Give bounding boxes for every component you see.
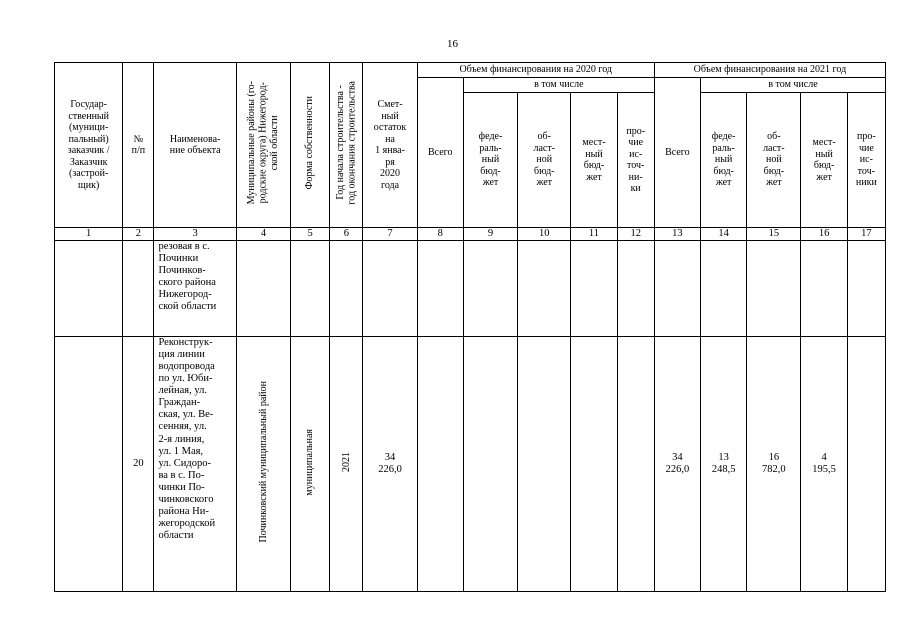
cell-object-name: Реконструк- ция линии водопровода по ул. Юби- лейная, ул. Граждан- ская, ул. Ве- сенняя, ул. 2-я линия, ул. 1 Мая, ул. Сидоро- ва в с. По- чинки По- чинковского района Ни- жегородской области — [154, 337, 236, 592]
cell-2020-federal — [463, 241, 517, 337]
cell-2021-federal: 13 248,5 — [701, 337, 747, 592]
cell-years — [330, 241, 363, 337]
cell-2020-total — [417, 337, 463, 592]
header-federal-2020: феде- раль- ный бюд- жет — [463, 93, 517, 228]
cell-2020-federal — [463, 337, 517, 592]
cell-2021-local — [801, 241, 847, 337]
column-number: 8 — [417, 228, 463, 241]
cell-years: 2021 — [330, 337, 363, 592]
cell-estimate-rest: 34 226,0 — [363, 337, 417, 592]
column-number: 9 — [463, 228, 517, 241]
cell-2020-total — [417, 241, 463, 337]
header-financing-2021: Объем финансирования на 2021 год — [654, 63, 885, 78]
column-number: 7 — [363, 228, 417, 241]
header-customer: Государ- ственный (муници- пальный) заказчик / Заказчик (застрой- щик) — [55, 63, 123, 228]
cell-2020-other — [617, 241, 654, 337]
cell-2020-regional — [518, 337, 571, 592]
cell-customer — [55, 337, 123, 592]
cell-customer — [55, 241, 123, 337]
column-number: 15 — [747, 228, 801, 241]
cell-ownership: муниципальная — [291, 337, 330, 592]
cell-2021-regional — [747, 241, 801, 337]
header-num: № п/п — [123, 63, 154, 228]
cell-district — [236, 241, 290, 337]
cell-num — [123, 241, 154, 337]
header-total-2021: Всего — [654, 78, 700, 228]
column-number: 6 — [330, 228, 363, 241]
cell-object-name: резовая в с. Починки Починков- ского района Нижегород- ской области — [154, 241, 236, 337]
column-number: 2 — [123, 228, 154, 241]
header-ownership: Форма собственности — [291, 63, 330, 228]
cell-2021-federal — [701, 241, 747, 337]
column-number: 3 — [154, 228, 236, 241]
header-local-2020: мест- ный бюд- жет — [571, 93, 617, 228]
header-including-2020: в том числе — [463, 78, 654, 93]
header-estimate-rest: Смет- ный остаток на 1 янва- ря 2020 года — [363, 63, 417, 228]
cell-2020-local — [571, 241, 617, 337]
header-years: Год начала строительства - год окончания строительства — [330, 63, 363, 228]
header-object-name: Наименова- ние объекта — [154, 63, 236, 228]
cell-2021-local: 4 195,5 — [801, 337, 847, 592]
cell-2021-regional: 16 782,0 — [747, 337, 801, 592]
header-financing-2020: Объем финансирования на 2020 год — [417, 63, 654, 78]
column-number: 11 — [571, 228, 617, 241]
page-number: 16 — [447, 38, 458, 50]
header-local-2021: мест- ный бюд- жет — [801, 93, 847, 228]
column-number: 13 — [654, 228, 700, 241]
column-number: 17 — [847, 228, 885, 241]
column-number: 12 — [617, 228, 654, 241]
header-other-2020: про- чие ис- точ- ни- ки — [617, 93, 654, 228]
table-row — [55, 337, 886, 592]
cell-2021-total: 34 226,0 — [654, 337, 700, 592]
cell-num: 20 — [123, 337, 154, 592]
cell-district: Починковский муниципальный район — [236, 337, 290, 592]
cell-2020-local — [571, 337, 617, 592]
header-total-2020: Всего — [417, 78, 463, 228]
column-number: 14 — [701, 228, 747, 241]
header-regional-2021: об- ласт- ной бюд- жет — [747, 93, 801, 228]
column-number: 16 — [801, 228, 847, 241]
cell-2021-total — [654, 241, 700, 337]
header-including-2021: в том числе — [701, 78, 886, 93]
column-numbers-row — [55, 228, 886, 241]
cell-2021-other — [847, 337, 885, 592]
cell-2020-other — [617, 337, 654, 592]
header-districts: Муниципальные районы (го- родские округа) Нижегород- ской области — [236, 63, 290, 228]
column-number: 10 — [518, 228, 571, 241]
cell-estimate-rest — [363, 241, 417, 337]
column-number: 4 — [236, 228, 290, 241]
column-number: 1 — [55, 228, 123, 241]
table-row — [55, 241, 886, 337]
cell-2021-other — [847, 241, 885, 337]
cell-2020-regional — [518, 241, 571, 337]
header-regional-2020: об- ласт- ной бюд- жет — [518, 93, 571, 228]
financing-table — [54, 62, 886, 592]
column-number: 5 — [291, 228, 330, 241]
cell-ownership — [291, 241, 330, 337]
header-other-2021: про- чие ис- точ- ники — [847, 93, 885, 228]
header-federal-2021: феде- раль- ный бюд- жет — [701, 93, 747, 228]
